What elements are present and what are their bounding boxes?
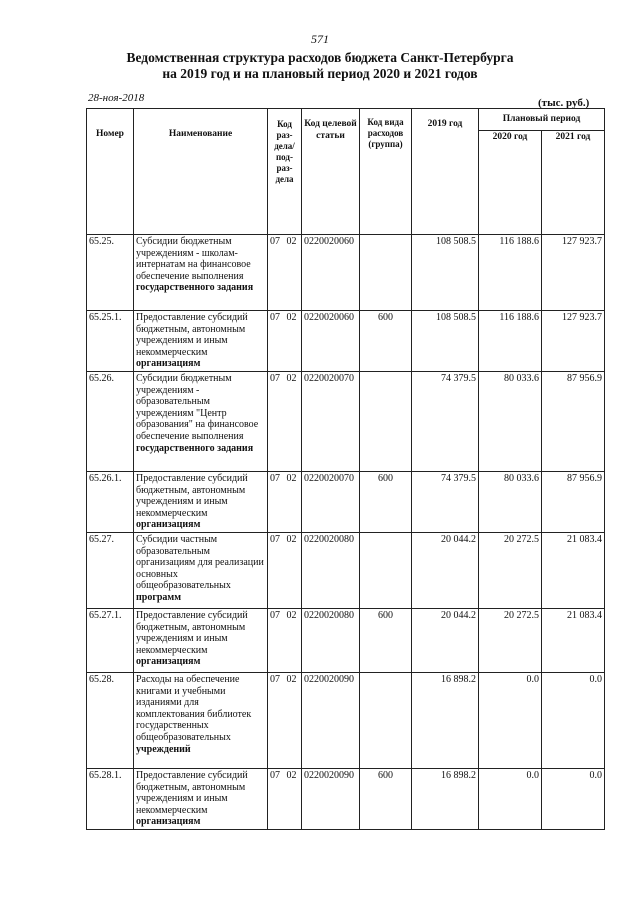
- header-vr: Код вида расходов (группа): [360, 109, 412, 235]
- header-number: Номер: [87, 109, 134, 235]
- table-row: [87, 471, 605, 532]
- document-title: [60, 50, 580, 82]
- row-razdel-code: 07: [270, 769, 280, 781]
- row-razdel: [268, 532, 302, 608]
- row-razdel-code: 07: [270, 673, 280, 685]
- header-name: Наименование: [134, 109, 268, 235]
- row-razdel: [268, 768, 302, 829]
- row-2019: 74 379.5: [412, 471, 479, 532]
- row-name: [134, 371, 268, 471]
- row-name-last: государственного задания: [136, 282, 254, 294]
- row-csr: 0220020060: [302, 235, 360, 311]
- row-name-text: Субсидии частным образовательным организациям для реализации основных общеобразовательных: [136, 533, 264, 592]
- budget-table-body: [87, 235, 605, 830]
- row-vr: [360, 532, 412, 608]
- row-name-last: организациям: [136, 656, 201, 668]
- row-podrazdel-code: 02: [284, 769, 297, 781]
- row-podrazdel-code: 02: [284, 533, 297, 545]
- row-vr: 600: [360, 311, 412, 372]
- row-2021: 21 083.4: [542, 532, 605, 608]
- row-csr: 0220020080: [302, 532, 360, 608]
- title-line-1: Ведомственная структура расходов бюджета Санкт-Петербурга: [126, 50, 514, 65]
- row-2021: 0.0: [542, 768, 605, 829]
- row-2021: 87 956.9: [542, 471, 605, 532]
- row-csr: 0220020070: [302, 471, 360, 532]
- row-razdel-code: 07: [270, 236, 280, 247]
- row-podrazdel-code: 02: [284, 372, 297, 384]
- row-2020: 116 188.6: [479, 311, 542, 372]
- table-row: [87, 532, 605, 608]
- row-vr: 600: [360, 608, 412, 672]
- page-number: 571: [311, 32, 329, 46]
- header-csr: Код целевой статьи: [302, 109, 360, 235]
- row-2020: 116 188.6: [479, 235, 542, 311]
- table-row: [87, 608, 605, 672]
- row-2021: 127 923.7: [542, 311, 605, 372]
- row-number: 65.28.: [87, 672, 134, 768]
- row-name-text: Предоставление субсидий бюджетным, автономным учреждениям и иным некоммерческим: [136, 609, 248, 656]
- row-number: 65.28.1.: [87, 768, 134, 829]
- row-podrazdel-code: 02: [284, 609, 297, 621]
- table-row: [87, 672, 605, 768]
- table-row: [87, 235, 605, 311]
- header-2019: 2019 год: [412, 109, 479, 235]
- row-name-text: Расходы на обеспечение книгами и учебными изданиями для комплектования библиотек государственных общеобразовательных: [136, 673, 252, 743]
- row-number: 65.27.: [87, 532, 134, 608]
- units-label: (тыс. руб.): [538, 97, 590, 109]
- row-csr: 0220020080: [302, 608, 360, 672]
- row-name-text: Субсидии бюджетным учреждениям - образовательным учреждениям "Центр образования" на финансовое обеспечение выполнения: [136, 372, 259, 442]
- row-2020: 20 272.5: [479, 608, 542, 672]
- row-number: 65.25.1.: [87, 311, 134, 372]
- row-2020: 20 272.5: [479, 532, 542, 608]
- table-row: [87, 371, 605, 471]
- row-2020: 80 033.6: [479, 371, 542, 471]
- row-2019: 74 379.5: [412, 371, 479, 471]
- row-razdel: [268, 311, 302, 372]
- row-razdel: [268, 672, 302, 768]
- row-razdel: [268, 235, 302, 311]
- row-razdel-code: 07: [270, 533, 280, 545]
- row-csr: 0220020070: [302, 371, 360, 471]
- title-line-2: на 2019 год и на плановый период 2020 и 2021 годов: [162, 66, 478, 81]
- row-name-last: организациям: [136, 358, 201, 370]
- row-number: 65.26.: [87, 371, 134, 471]
- row-podrazdel-code: 02: [284, 236, 297, 247]
- row-number: 65.25.: [87, 235, 134, 311]
- row-name-text: Субсидии бюджетным учреждениям - школам-интернатам на финансовое обеспечение выполнения: [136, 236, 251, 282]
- row-csr: 0220020090: [302, 768, 360, 829]
- row-razdel-code: 07: [270, 312, 280, 323]
- budget-table: [86, 108, 605, 830]
- row-2020: 80 033.6: [479, 471, 542, 532]
- row-razdel-code: 07: [270, 472, 280, 484]
- row-vr: 600: [360, 768, 412, 829]
- row-name-text: Предоставление субсидий бюджетным, автономным учреждениям и иным некоммерческим: [136, 312, 248, 358]
- row-razdel-code: 07: [270, 372, 280, 384]
- table-row: [87, 768, 605, 829]
- row-name-last: государственного задания: [136, 442, 254, 454]
- row-name-last: программ: [136, 591, 182, 603]
- row-name: [134, 532, 268, 608]
- row-2021: 127 923.7: [542, 235, 605, 311]
- row-2019: 16 898.2: [412, 768, 479, 829]
- table-row: [87, 311, 605, 372]
- row-number: 65.27.1.: [87, 608, 134, 672]
- row-2021: 87 956.9: [542, 371, 605, 471]
- row-number: 65.26.1.: [87, 471, 134, 532]
- row-vr: 600: [360, 471, 412, 532]
- row-name: [134, 672, 268, 768]
- row-name-last: учреждений: [136, 743, 191, 755]
- row-name-text: Предоставление субсидий бюджетным, автономным учреждениям и иным некоммерческим: [136, 472, 248, 519]
- row-csr: 0220020060: [302, 311, 360, 372]
- row-vr: [360, 672, 412, 768]
- row-razdel-code: 07: [270, 609, 280, 621]
- header-2021: 2021 год: [542, 131, 605, 235]
- row-2019: 20 044.2: [412, 532, 479, 608]
- header-2020: 2020 год: [479, 131, 542, 235]
- header-plan-period: Плановый период: [479, 109, 605, 131]
- row-name: [134, 311, 268, 372]
- row-podrazdel-code: 02: [284, 312, 297, 323]
- row-2021: 0.0: [542, 672, 605, 768]
- row-2019: 20 044.2: [412, 608, 479, 672]
- document-date: 28-ноя-2018: [88, 92, 145, 104]
- row-podrazdel-code: 02: [284, 673, 297, 685]
- row-razdel: [268, 471, 302, 532]
- row-2019: 108 508.5: [412, 235, 479, 311]
- row-vr: [360, 371, 412, 471]
- row-vr: [360, 235, 412, 311]
- row-2020: 0.0: [479, 768, 542, 829]
- row-name: [134, 235, 268, 311]
- row-podrazdel-code: 02: [284, 472, 297, 484]
- row-csr: 0220020090: [302, 672, 360, 768]
- row-name: [134, 768, 268, 829]
- row-2019: 108 508.5: [412, 311, 479, 372]
- row-name-last: организациям: [136, 816, 201, 828]
- row-razdel: [268, 371, 302, 471]
- row-name: [134, 608, 268, 672]
- header-razdel: Код раз-дела/ под-раз-дела: [268, 109, 302, 235]
- row-name-last: организациям: [136, 519, 201, 531]
- row-2019: 16 898.2: [412, 672, 479, 768]
- row-razdel: [268, 608, 302, 672]
- row-name: [134, 471, 268, 532]
- row-2020: 0.0: [479, 672, 542, 768]
- row-name-text: Предоставление субсидий бюджетным, автономным учреждениям и иным некоммерческим: [136, 769, 248, 816]
- row-2021: 21 083.4: [542, 608, 605, 672]
